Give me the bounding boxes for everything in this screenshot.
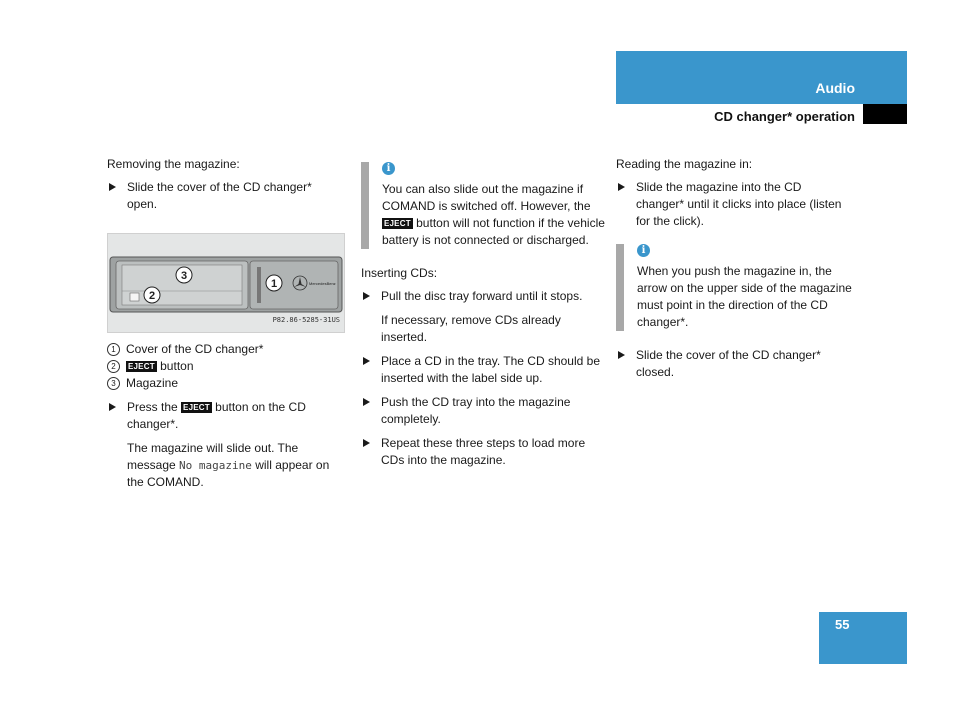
section-tab (616, 51, 907, 104)
page-number-box (819, 612, 907, 664)
result-text: will appear on the COMAND. (127, 458, 330, 489)
legend-item (107, 375, 343, 392)
legend-item (107, 358, 343, 375)
info-text-part: You can also slide out the magazine if COMAND is switched off. However, the (382, 182, 591, 213)
callout-2: 2 (148, 290, 156, 302)
figure-legend (107, 341, 343, 392)
section-marker (863, 104, 907, 124)
eject-button-icon: EJECT (384, 219, 411, 228)
cd-changer-figure (107, 233, 345, 333)
step-slide-cover-closed: Slide the cover of the CD changer* closed. (616, 347, 852, 381)
legend-number: 3 (107, 377, 120, 390)
info-bar (616, 244, 624, 331)
subsection-title: CD changer* operation (714, 109, 855, 124)
info-note (616, 244, 852, 331)
step-repeat: Repeat these three steps to load more CDs into the magazine. (361, 435, 605, 469)
step-text: button on the CD changer*. (127, 400, 306, 431)
info-text-part: button will not function if the vehicle battery is not connected or discharged. (382, 216, 605, 247)
brand-label: MercedesBenz (309, 281, 336, 286)
step-note: If necessary, remove CDs already inserted. (381, 313, 561, 344)
callout-1: 1 (270, 278, 278, 290)
info-note (361, 162, 605, 249)
inserting-intro: Inserting CDs: (361, 266, 438, 280)
legend-text: Magazine (126, 376, 179, 390)
page-number: 55 (835, 617, 850, 632)
legend-text: button (156, 359, 194, 373)
figure-code: P82.86-5285-31US (272, 316, 340, 324)
legend-number: 1 (107, 343, 120, 356)
step-text: Press the (127, 400, 182, 414)
legend-number: 2 (107, 360, 120, 373)
reading-intro: Reading the magazine in: (616, 157, 753, 171)
step-push-tray: Push the CD tray into the magazine completely. (361, 394, 605, 428)
info-bar (361, 162, 369, 249)
eject-button-icon: EJECT (183, 403, 210, 412)
callout-3: 3 (180, 270, 188, 282)
column-right (616, 156, 852, 388)
step-press-eject (107, 399, 343, 433)
step-result (107, 440, 343, 491)
step-place-cd: Place a CD in the tray. The CD should be inserted with the label side up. (361, 353, 605, 387)
legend-item (107, 341, 343, 358)
display-message: No magazine (179, 459, 252, 472)
eject-button-icon: EJECT (128, 362, 155, 371)
section-title: Audio (815, 80, 855, 96)
column-middle (361, 157, 605, 476)
legend-text: Cover of the CD changer* (126, 342, 264, 356)
result-text: The magazine will slide out. The message (127, 441, 299, 472)
info-text: When you push the magazine in, the arrow on the upper side of the magazine must point in the direction of the CD changer*. (637, 264, 852, 329)
step-pull-tray: Pull the disc tray forward until it stops. (361, 288, 605, 305)
step-slide-cover-open: Slide the cover of the CD changer* open. (107, 179, 343, 213)
info-text (382, 181, 605, 249)
column-left (107, 156, 343, 498)
removing-intro: Removing the magazine: (107, 157, 240, 171)
info-icon: i (637, 244, 650, 257)
info-icon: i (382, 162, 395, 175)
step-slide-magazine-in: Slide the magazine into the CD changer* until it clicks into place (listen for the click). (616, 179, 852, 230)
